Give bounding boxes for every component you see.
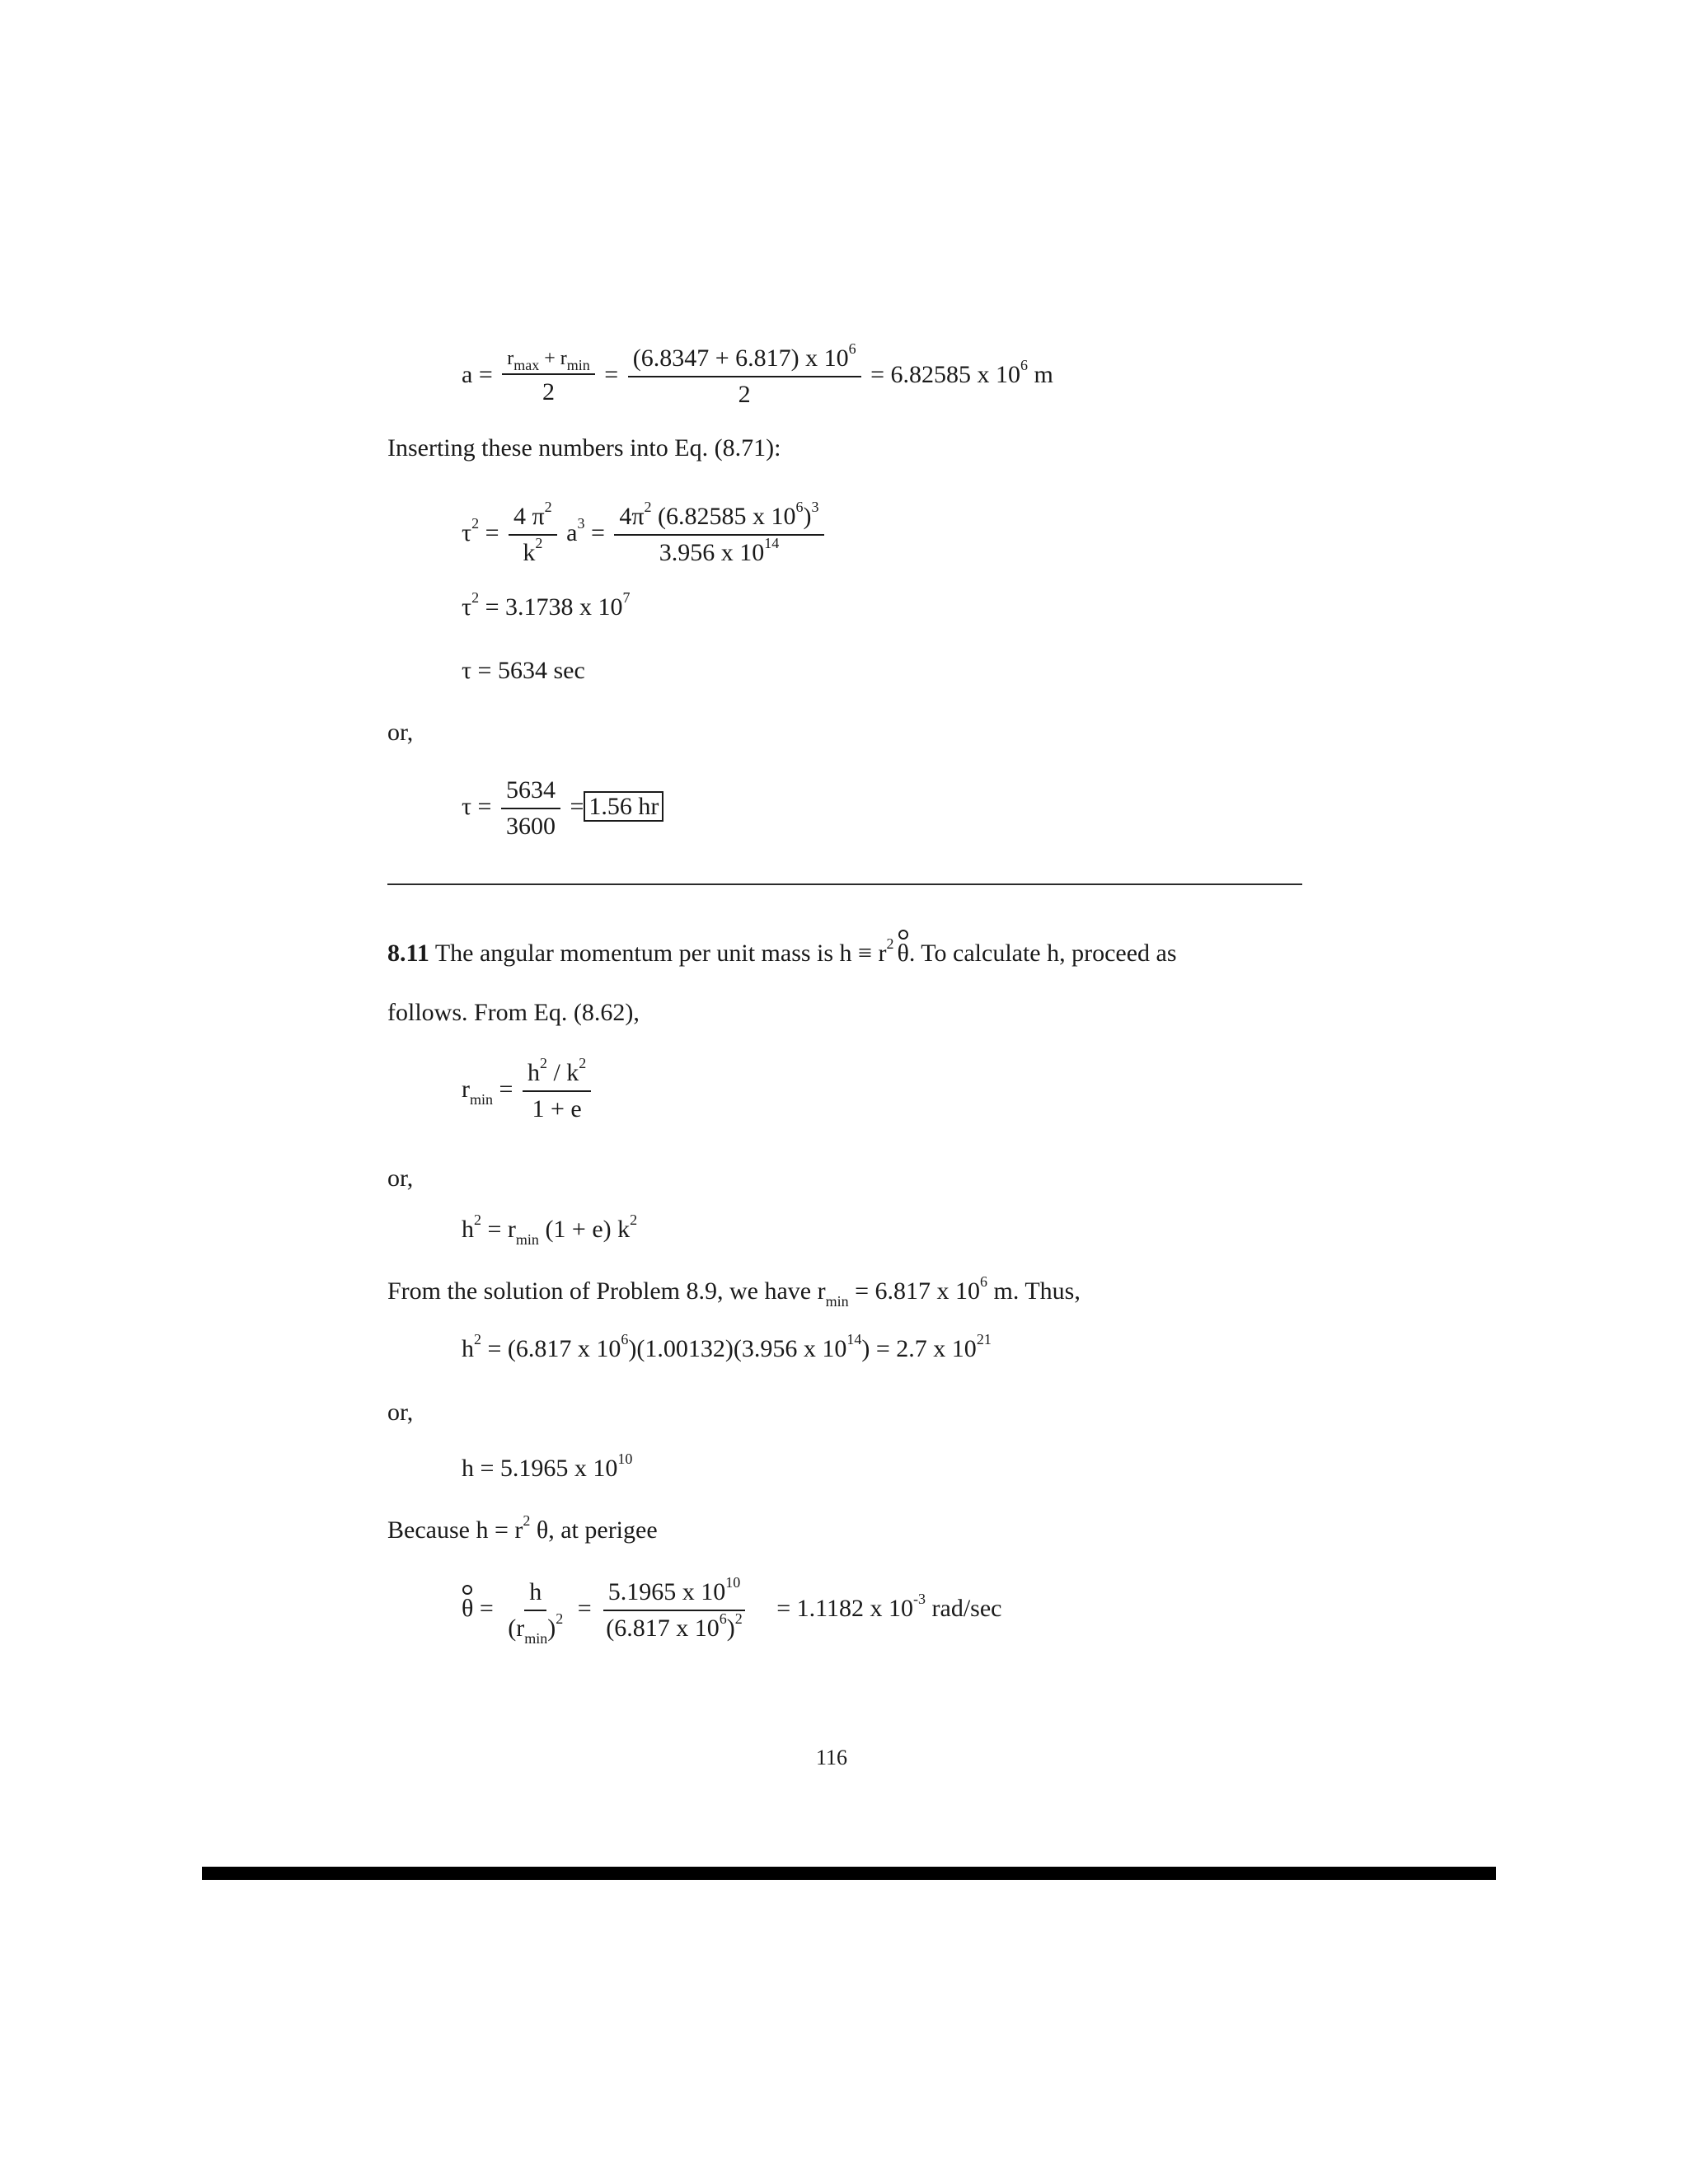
eq-theta-fraction-2: $\frac{5.1965 x 10^{10}}{(6.817 x 10^6)^2}$	[601, 1578, 748, 1643]
equation-h-squared-numeric: $h^2 = (6.817$ x $10^6)(1.00132)(3.956$ x $10^{14}) = 2.7$ x $10^{21}$	[462, 1331, 992, 1362]
boxed-answer: 1.56 hr	[584, 791, 663, 822]
equation-tau-squared-value: $\tau^2 = 3.1738$ x $10^7$	[462, 589, 631, 621]
theta-dot-lhs: θ	[462, 1594, 474, 1622]
text-because: Because $h = r^2$ θ, at perigee	[387, 1512, 658, 1544]
section-divider	[387, 883, 1302, 885]
text-inserting: Inserting these numbers into Eq. (8.71):	[387, 434, 781, 462]
problem-8-11-line-2: follows. From Eq. (8.62),	[387, 999, 640, 1026]
eq-tau2-fraction-2: $\frac{4\pi^2 (6.82585 x 10^6)^3}{3.956 x 10^{14}}$	[614, 503, 823, 567]
equation-tau-squared: $\tau^2$ = $\frac{4 \pi^2}{k^2}$ $a^3$ = $\frac{4\pi^2 (6.82585 x 10^6)^3}{3.956 x 10^{14}}$	[462, 503, 828, 567]
text-from-solution: From the solution of Problem 8.9, we have $r_{min} = 6.817$ x $10^6$ m. Thus,	[387, 1273, 1081, 1310]
eq-tau2-fraction-1: $\frac{4 \pi^2}{k^2}$	[509, 503, 557, 567]
equation-r-min: $r_{min}$ = $\frac{h^2 / k^2}{1 + e}$	[462, 1059, 594, 1123]
text-or-2: or,	[387, 1165, 414, 1192]
eq-tau-hr-fraction: $\frac{5634}{3600}$	[501, 776, 560, 841]
equation-theta-dot: θ = $\frac{h}{(r_{min})^2}$ = $\frac{5.1965 x 10^{10}}{(6.817 x 10^6)^2}$ = 1.1182 x $10^{-3}$ rad/sec	[462, 1574, 1002, 1647]
problem-8-11-line-1: 8.11 The angular momentum per unit mass is $h \equiv r^2$ θ. To calculate h, proceed as	[387, 935, 1177, 967]
equation-h-value: h = 5.1965 x $10^{10}$	[462, 1451, 633, 1482]
eq-rmin-fraction: $\frac{h^2 / k^2}{1 + e}$	[523, 1059, 591, 1123]
theta-dot-symbol: θ	[897, 940, 909, 967]
equation-h-squared: $h^2 = r_{min}$ (1 + e) $k^2$	[462, 1212, 638, 1248]
problem-number: 8.11	[387, 940, 429, 967]
page-number: 116	[816, 1746, 848, 1769]
eq-a-fraction-2: $\frac{(6.8347 + 6.817) x 10^6}{2}$	[628, 344, 861, 409]
eq-a-fraction-1: $\frac{r_{max} + r_{min}}{2}$	[502, 348, 595, 406]
equation-semi-major-axis: a = $\frac{r_{max} + r_{min}}{2}$ = $\frac{(6.8347 + 6.817) x 10^6}{2}$ = 6.82585 x $10^6$ m	[462, 340, 1053, 408]
page-bottom-bar	[202, 1867, 1496, 1880]
equation-tau-seconds: τ = 5634 sec	[462, 657, 585, 684]
text-or-1: or,	[387, 719, 414, 746]
eq-theta-fraction-1: $\frac{h}{(r_{min})^2}$	[508, 1578, 564, 1647]
eq-a-lhs: a =	[462, 360, 493, 388]
text-or-3: or,	[387, 1399, 414, 1426]
equation-tau-hours: τ = $\frac{5634}{3600}$ = 1.56 hr	[462, 776, 663, 841]
